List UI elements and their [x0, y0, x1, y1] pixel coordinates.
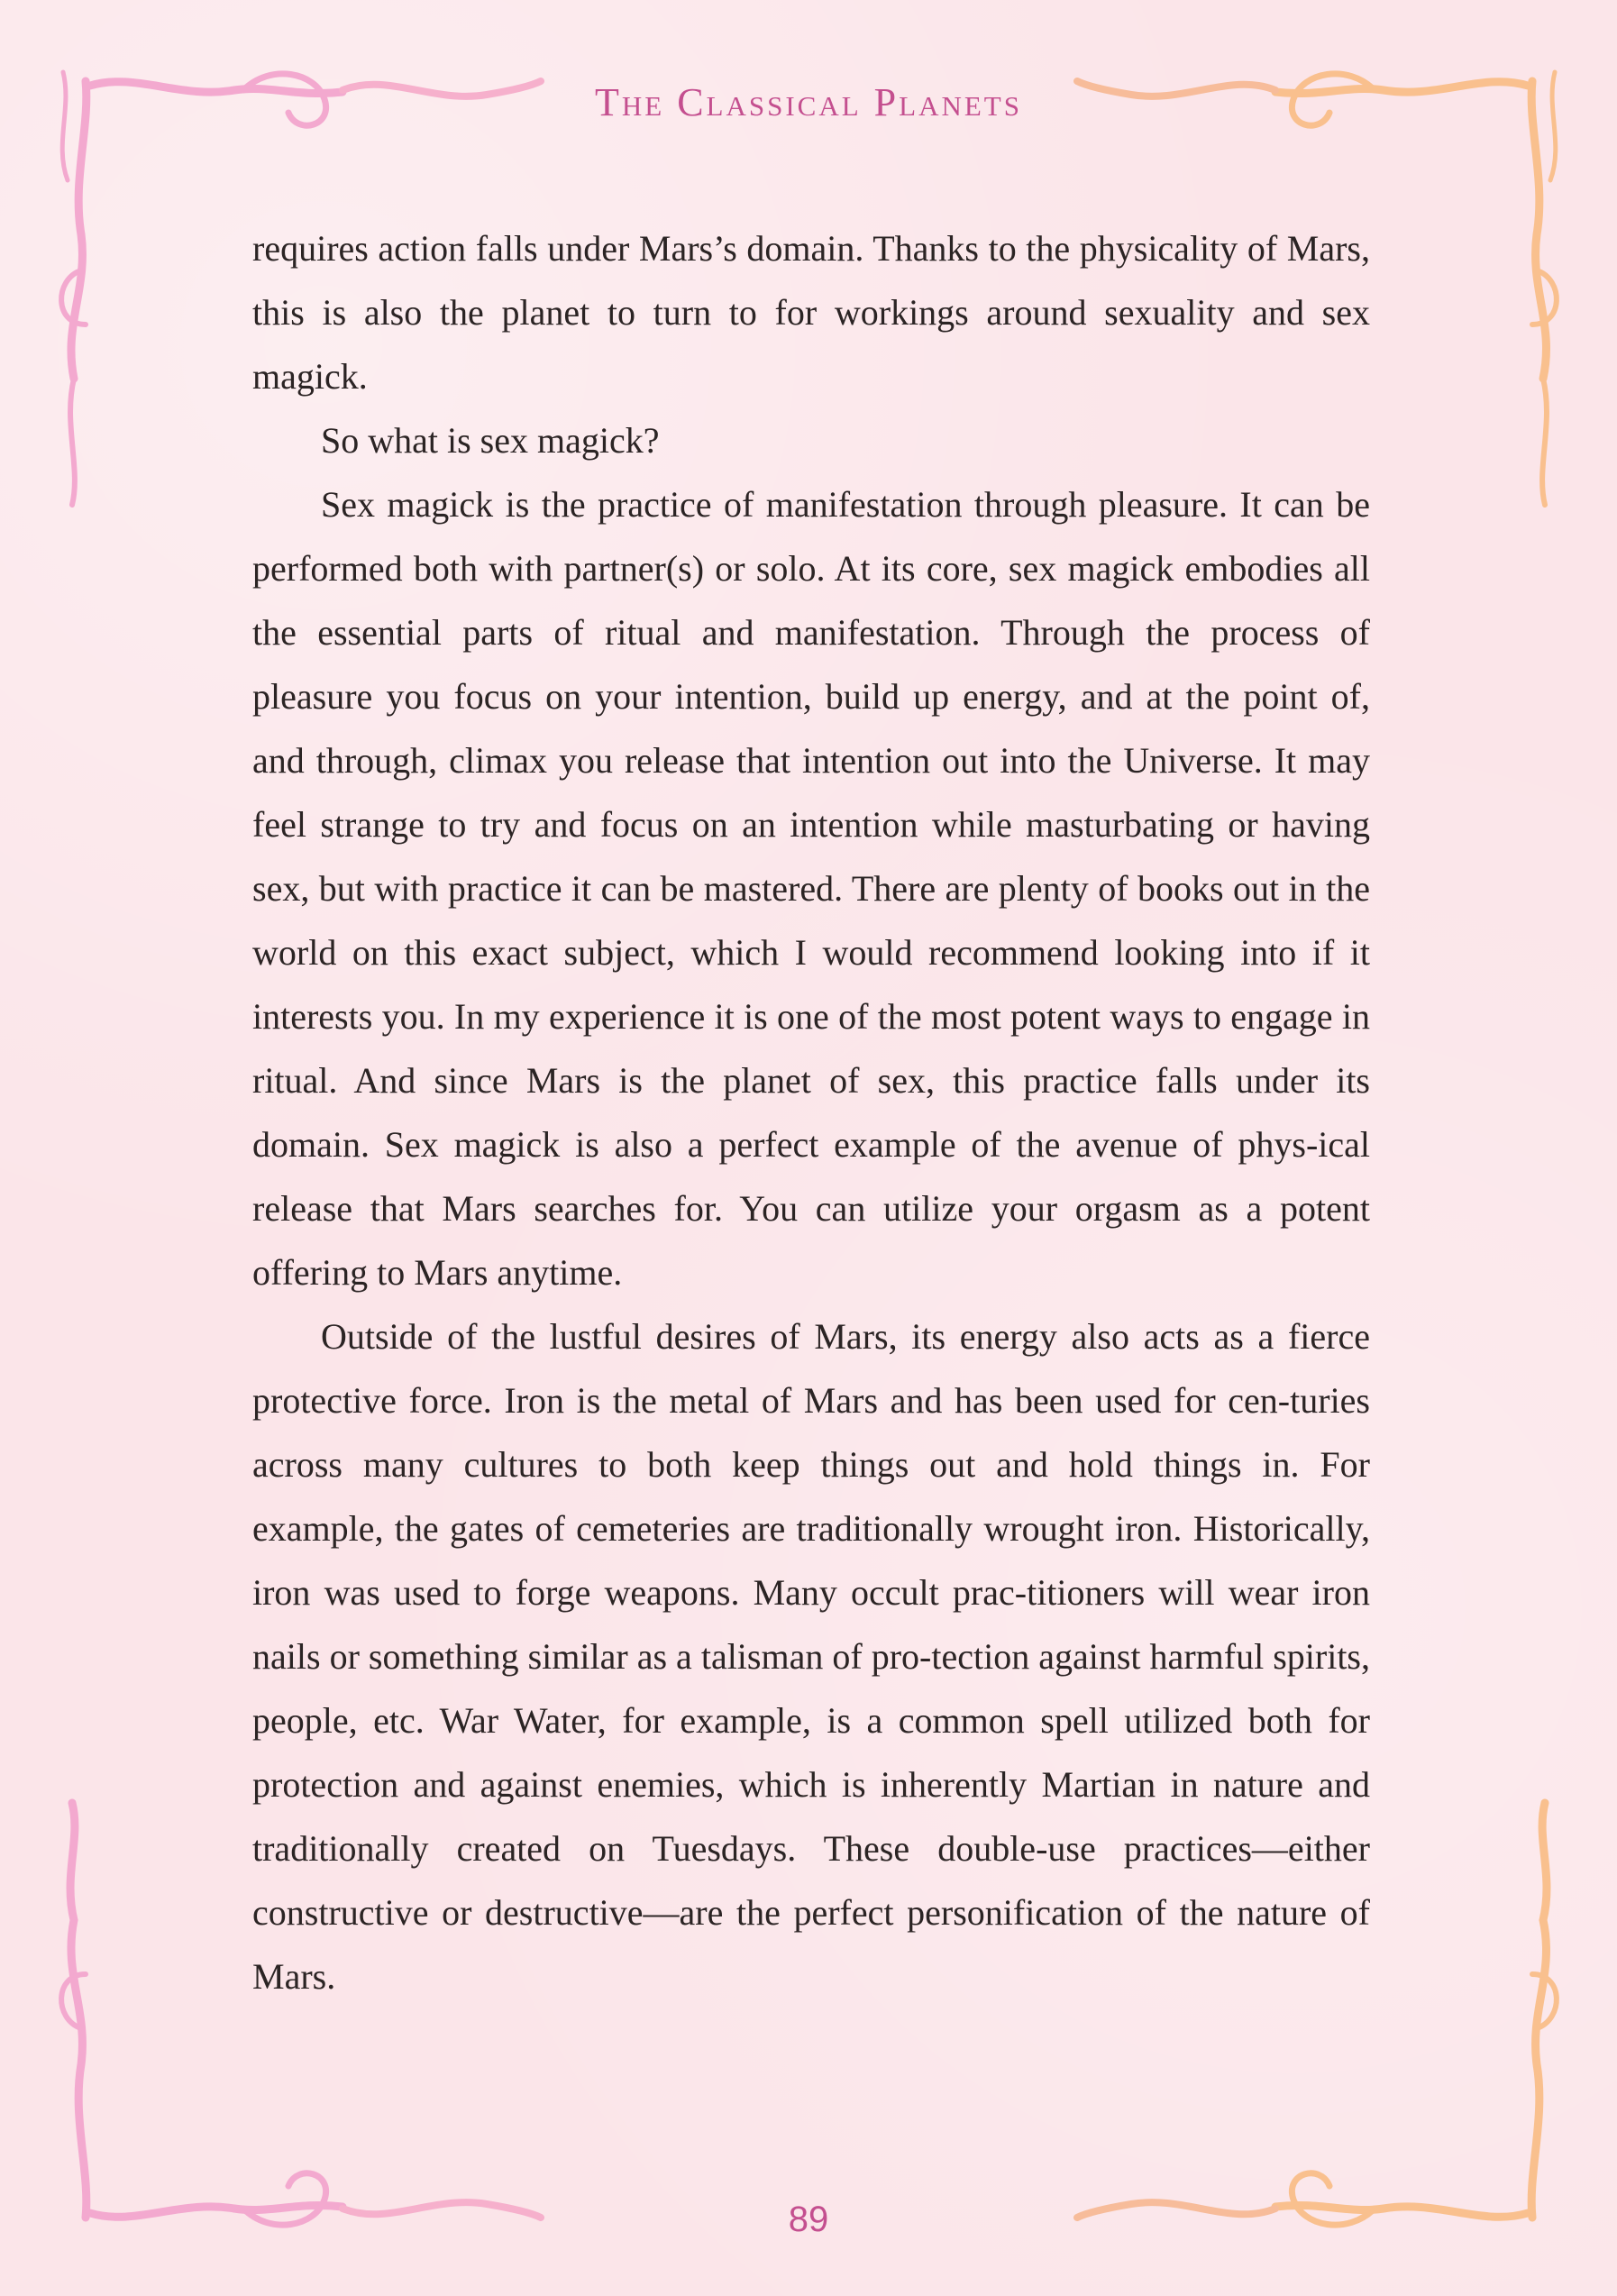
- paragraph: Outside of the lustful desires of Mars, its energy also acts as a fierce protective force. Iron is the metal of Mars and has been used for cen-turies across many cultures to both keep things out and hold things in. For example, the gates of cemeteries are traditionally wrought iron. Historically, iron was used to forge weapons. Many occult prac-titioners will wear iron nails or something similar as a talisman of pro-tection against harmful spirits, people, etc. War Water, for example, is a common spell utilized both for protection and against enemies, which is inherently Martian in nature and traditionally created on Tuesdays. These double-use practices—either constructive or destructive—are the perfect personification of the nature of Mars.: [252, 1316, 1370, 1997]
- running-head: The Classical Planets: [595, 80, 1022, 124]
- paragraph: requires action falls under Mars’s domain. Thanks to the physicality of Mars, this is also the planet to turn to for workings around sexuality and sex magick.: [252, 228, 1370, 397]
- body-text: [252, 216, 1370, 2008]
- paragraph: So what is sex magick?: [321, 420, 660, 461]
- paragraph: Sex magick is the practice of manifestation through pleasure. It can be performed both with partner(s) or solo. At its core, sex magick embodies all the essential parts of ritual and manifestation. Through the process of pleasure you focus on your intention, build up energy, and at the point of, and through, climax you release that intention out into the Universe. It may feel strange to try and focus on an intention while masturbating or having sex, but with practice it can be mastered. There are plenty of books out in the world on this exact subject, which I would recommend looking into if it interests you. In my experience it is one of the most potent ways to engage in ritual. And since Mars is the planet of sex, this practice falls under its domain. Sex magick is also a perfect example of the avenue of phys-ical release that Mars searches for. You can utilize your orgasm as a potent offering to Mars anytime.: [252, 484, 1370, 1293]
- page-number: 89: [788, 2200, 829, 2239]
